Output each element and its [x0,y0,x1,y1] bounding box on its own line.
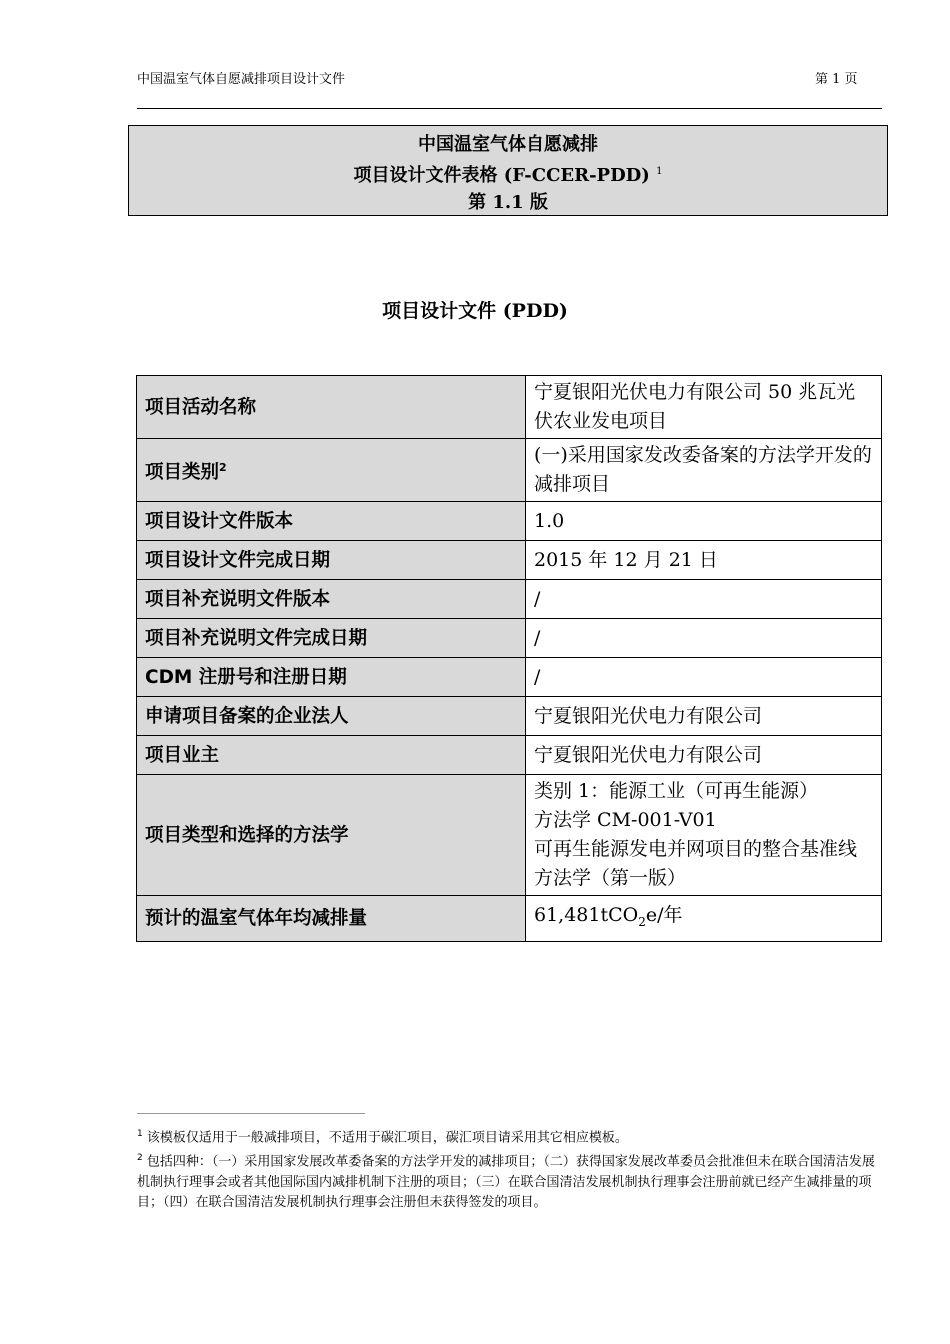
row-key: 项目补充说明文件完成日期 [137,619,526,658]
table-row [137,376,882,439]
footnote-1: $^1$ 该模板仅适用于一般减排项目，不适用于碳汇项目，碳汇项目请采用其它相应模板。 [137,1129,628,1146]
table-row [137,541,882,580]
footnotes [137,1124,882,1213]
footnote-divider [137,1113,365,1114]
header-doc-title: 中国温室气体自愿减排项目设计文件 [137,72,346,87]
row-key: 项目设计文件版本 [137,502,526,541]
table-row [137,736,882,775]
row-key: 申请项目备案的企业法人 [137,697,526,736]
page-number: 第 1 页 [815,72,858,87]
row-value: 1.0 [526,502,882,541]
row-key: CDM 注册号和注册日期 [137,658,526,697]
row-value: 宁夏银阳光伏电力有限公司 [526,697,882,736]
form-title-box [128,125,888,216]
form-version: 第 1.1 版 [468,192,548,213]
table-row [137,439,882,502]
row-value: / [526,658,882,697]
table-row [137,502,882,541]
row-key: 项目补充说明文件版本 [137,580,526,619]
table-row [137,619,882,658]
table-row [137,775,882,896]
row-value: 宁夏银阳光伏电力有限公司 50 兆瓦光伏农业发电项目 [526,376,882,439]
table-row [137,697,882,736]
row-value: / [526,619,882,658]
row-value: 2015 年 12 月 21 日 [526,541,882,580]
form-title-line1: 中国温室气体自愿减排 [418,134,598,155]
footnote-2: $^2$ 包括四种：（一）采用国家发展改革委备案的方法学开发的减排项目；（二）获得国家发展改革委员会批准但未在联合国清洁发展机制执行理事会或者其他国际国内减排机制下注册的项目；（三）在联合国清洁发展机制执行理事会注册前就已经产生减排量的项目；（四）在联合国清洁发展机制执行理事会注册但未获得签发的项目。 [137,1153,875,1210]
table-row [137,896,882,942]
methodology-line: 方法学 CM-001-V01 [534,809,717,831]
header-divider [137,108,882,109]
footnote-ref-2[interactable]: 2 [219,460,227,474]
row-key: 项目设计文件完成日期 [137,541,526,580]
page-title: 项目设计文件 (PDD) [382,300,568,322]
footnote-ref-1[interactable]: 1 [656,166,663,177]
row-value: 61,481tCO$_2$e/年 [526,896,882,942]
table-row [137,580,882,619]
row-value: (一)采用国家发改委备案的方法学开发的减排项目 [526,439,882,502]
row-value [526,775,882,896]
row-value: 宁夏银阳光伏电力有限公司 [526,736,882,775]
category-line: 类别 1：能源工业（可再生能源） [534,780,819,802]
row-key: 项目业主 [137,736,526,775]
row-key: 项目类别$^2$ [137,439,526,502]
methodology-name-line: 可再生能源发电并网项目的整合基准线方法学（第一版） [534,838,858,889]
table-row [137,658,882,697]
row-key: 项目活动名称 [137,376,526,439]
row-value: / [526,580,882,619]
row-key: 预计的温室气体年均减排量 [137,896,526,942]
project-info-table [136,375,882,942]
form-title-line2: 项目设计文件表格 (F-CCER-PDD) $^1$ [353,165,663,186]
row-key: 项目类型和选择的方法学 [137,775,526,896]
